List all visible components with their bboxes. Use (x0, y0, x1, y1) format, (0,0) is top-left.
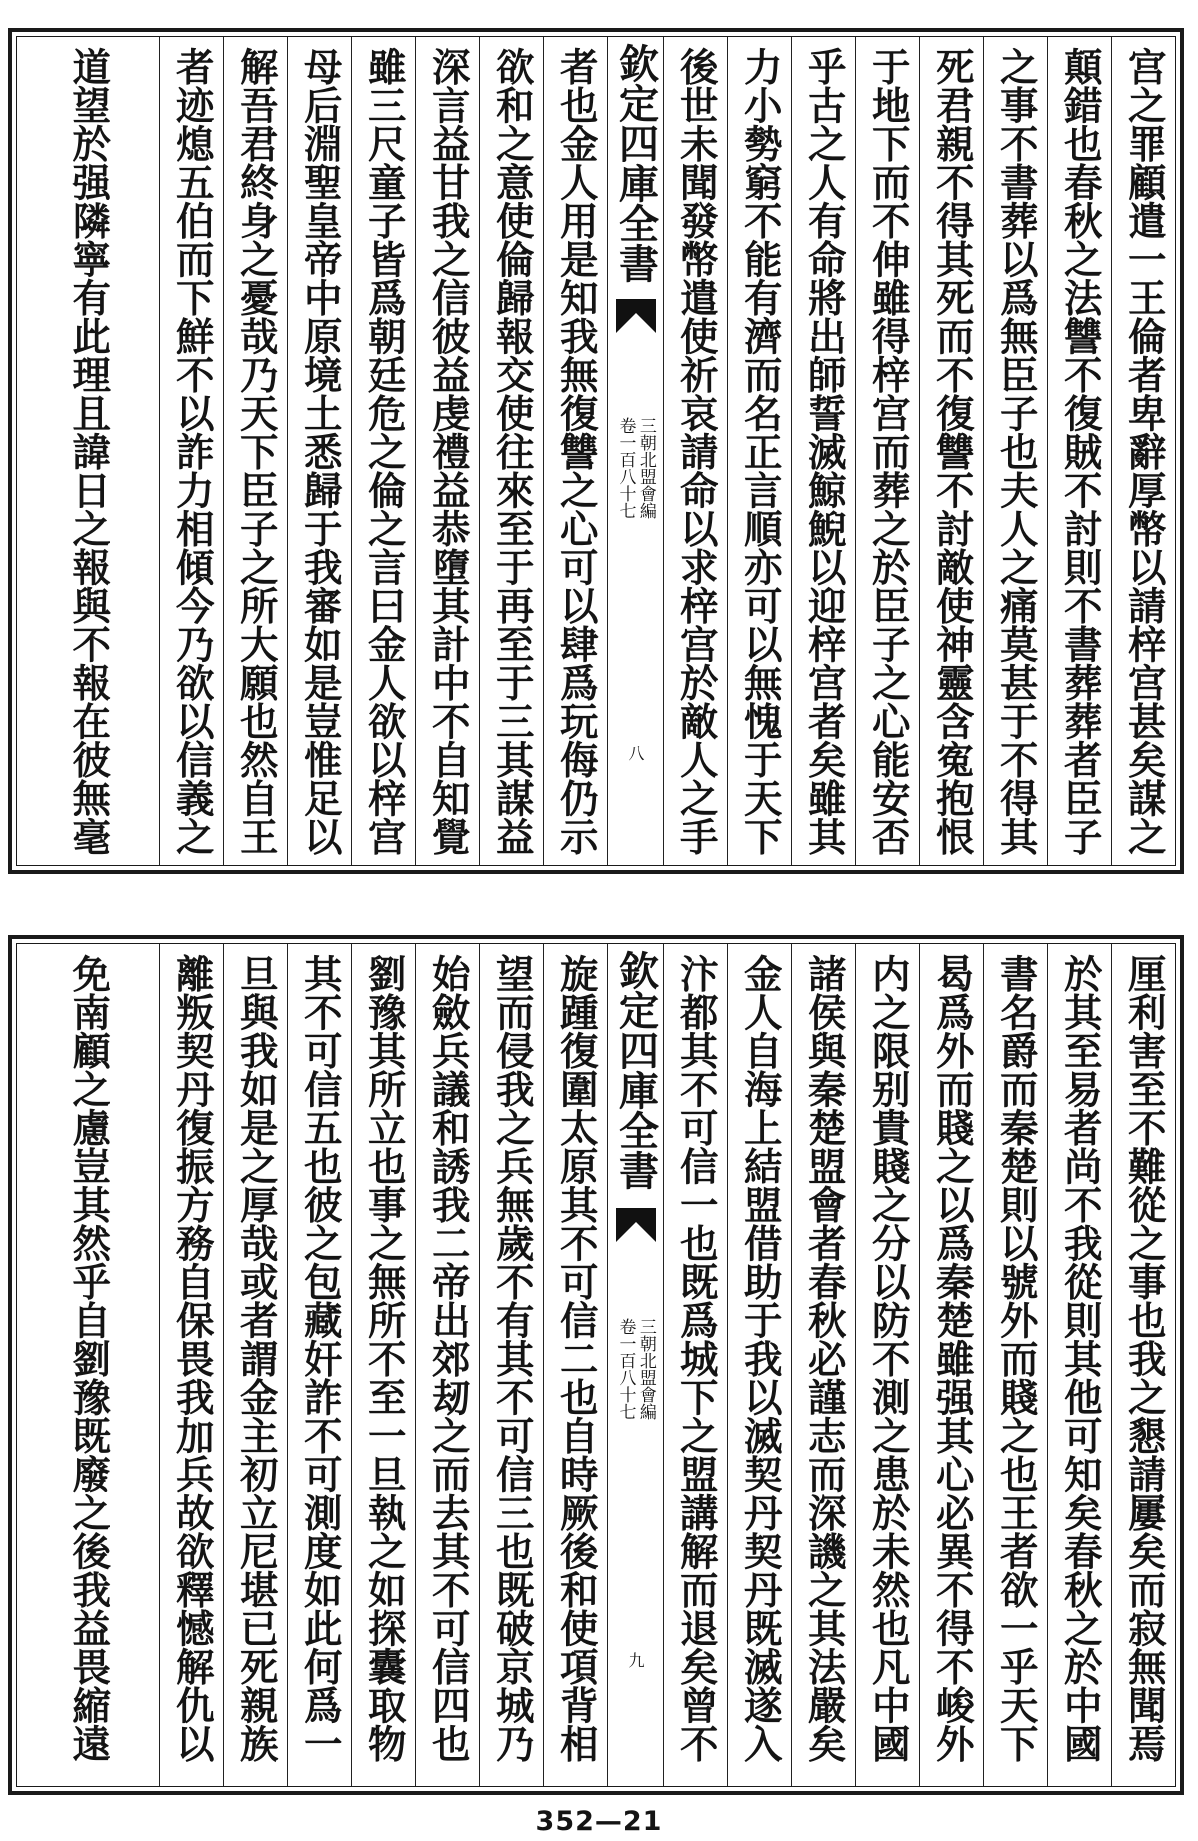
text-column: 書名爵而秦楚則以號外而賤之也王者欲一乎天下 (983, 944, 1047, 1786)
work-title: 三朝北盟會編 (635, 417, 656, 519)
text-column: 者也金人用是知我無復讐之心可以肆爲玩侮仍示 (543, 37, 607, 865)
text-column: 道望於强隣寧有此理且諱日之報與不報在彼無毫 (66, 47, 112, 856)
fishtail-mark (616, 1208, 656, 1242)
text-column: 曷爲外而賤之以爲秦楚雖强其心必異不得不峻外 (919, 944, 983, 1786)
text-column: 雖三尺童子皆爲朝廷危之倫之言曰金人欲以梓宫 (351, 37, 415, 865)
work-title: 三朝北盟會編 (635, 1318, 656, 1420)
text-column: 離叛契丹復振方務自保畏我加兵故欲釋憾解仇以 (159, 944, 223, 1786)
text-column: 解吾君終身之憂哉乃天下臣子之所大願也然自王 (223, 37, 287, 865)
top-page-inner-border (16, 36, 1176, 866)
center-fold-column (607, 944, 663, 1786)
bottom-page-frame (8, 935, 1184, 1795)
text-column: 力小勢窮不能有濟而名正言順亦可以無愧于天下 (727, 37, 791, 865)
leaf-number: 八 (626, 745, 645, 761)
text-column: 劉豫其所立也事之無所不至一旦執之如探囊取物 (351, 944, 415, 1786)
juan-number: 卷一百八十七 (615, 1318, 636, 1420)
juan-number: 卷一百八十七 (615, 417, 636, 519)
text-column: 顛錯也春秋之法讐不復賊不討則不書葬葬者臣子 (1047, 37, 1111, 865)
center-fold-column (607, 37, 663, 865)
fishtail-mark (616, 299, 656, 333)
top-page-columns (17, 37, 1175, 865)
text-column: 宫之罪顧遣一王倫者卑辭厚幣以請梓宫甚矣謀之 (1111, 37, 1175, 865)
text-column: 厘利害至不難從之事也我之懇請屢矣而寂無聞焉 (1111, 944, 1175, 1786)
text-column: 欲和之意使倫歸報交使往來至于再至于三其謀益 (479, 37, 543, 865)
text-column: 者迹熄五伯而下鮮不以詐力相傾今乃欲以信義之 (159, 37, 223, 865)
text-column: 諸侯與秦楚盟會者春秋必謹志而深譏之其法嚴矣 (791, 944, 855, 1786)
book-title: 欽定四庫全書 (612, 950, 660, 1190)
text-column: 金人自海上結盟借助于我以滅契丹契丹既滅遂入 (727, 944, 791, 1786)
text-column: 望而侵我之兵無歲不有其不可信三也既破京城乃 (479, 944, 543, 1786)
text-column: 始斂兵議和誘我二帝出郊刼之而去其不可信四也 (415, 944, 479, 1786)
book-title: 欽定四庫全書 (612, 43, 660, 283)
text-column: 汴都其不可信一也既爲城下之盟講解而退矣曾不 (663, 944, 727, 1786)
text-column: 後世未聞發幣遣使祈哀請命以求梓宫於敵人之手 (663, 37, 727, 865)
bottom-page-inner-border (16, 943, 1176, 1787)
text-column: 乎古之人有命將出師誓滅鯨鯢以迎梓宫者矣雖其 (791, 37, 855, 865)
text-column: 免南顧之慮豈其然乎自劉豫既廢之後我益畏縮遠 (66, 954, 112, 1763)
work-title-block (616, 1318, 655, 1420)
text-column: 于地下而不伸雖得梓宫而葬之於臣子之心能安否 (855, 37, 919, 865)
text-column: 内之限别貴賤之分以防不測之患於未然也凡中國 (855, 944, 919, 1786)
leaf-number: 九 (626, 1652, 645, 1668)
text-column: 於其至易者尚不我從則其他可知矣春秋之於中國 (1047, 944, 1111, 1786)
text-column: 之事不書葬以爲無臣子也夫人之痛莫甚于不得其 (983, 37, 1047, 865)
bottom-page-columns (17, 944, 1175, 1786)
top-page-frame (8, 28, 1184, 874)
page-number: 352—21 (535, 1806, 663, 1837)
text-column: 其不可信五也彼之包藏奸詐不可測度如此何爲一 (287, 944, 351, 1786)
work-title-block (616, 417, 655, 519)
text-column: 深言益甘我之信彼益虔禮益恭墮其計中不自知覺 (415, 37, 479, 865)
text-column: 死君親不得其死而不復讐不討敵使神靈含寃抱恨 (919, 37, 983, 865)
text-column: 旋踵復圍太原其不可信二也自時厥後和使項背相 (543, 944, 607, 1786)
text-column: 旦與我如是之厚哉或者謂金主初立尼堪已死親族 (223, 944, 287, 1786)
text-column: 母后淵聖皇帝中原境土悉歸于我審如是豈惟足以 (287, 37, 351, 865)
